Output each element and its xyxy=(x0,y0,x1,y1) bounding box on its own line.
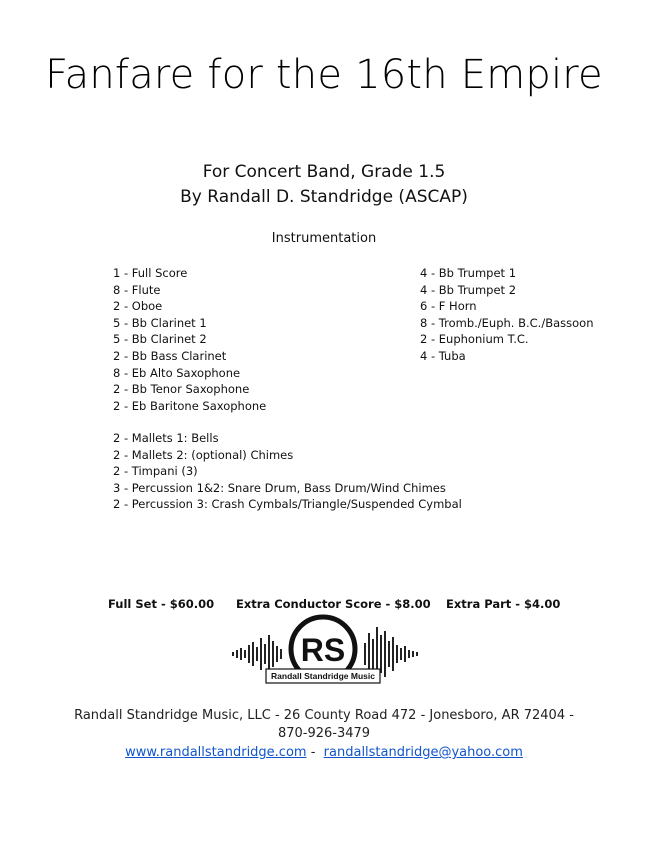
logo-banner-text: Randall Standridge Music xyxy=(271,671,375,681)
footer-phone: 870-926-3479 xyxy=(277,726,371,741)
list-item: 2 - Oboe xyxy=(113,299,163,314)
page-title: Fanfare for the 16th Empire xyxy=(45,52,603,98)
list-item: 2 - Mallets 2: (optional) Chimes xyxy=(113,447,294,462)
instrumentation-heading: Instrumentation xyxy=(271,231,377,246)
list-item: 2 - Mallets 1: Bells xyxy=(113,431,219,445)
footer-links xyxy=(0,745,648,760)
list-item: 5 - Bb Clarinet 1 xyxy=(113,315,207,330)
percussion-list xyxy=(113,430,462,513)
list-item: 5 - Bb Clarinet 2 xyxy=(113,332,207,347)
price-extra-part: Extra Part - $4.00 xyxy=(446,597,561,611)
subtitle-composer: By Randall D. Standridge (ASCAP) xyxy=(180,187,468,207)
footer-address: Randall Standridge Music, LLC - 26 County Road 472 - Jonesboro, AR 72404 - xyxy=(74,708,574,723)
list-item: 2 - Timpani (3) xyxy=(113,464,198,479)
email-link[interactable]: randallstandridge@yahoo.com xyxy=(323,745,523,760)
list-item: 2 - Bb Tenor Saxophone xyxy=(113,382,250,397)
list-item: 8 - Eb Alto Saxophone xyxy=(113,365,241,380)
list-item: 4 - Bb Trumpet 1 xyxy=(420,266,517,280)
publisher-logo xyxy=(228,613,440,693)
list-item: 2 - Percussion 3: Crash Cymbals/Triangle/Suspended Cymbal xyxy=(113,497,462,512)
price-full-set: Full Set - $60.00 xyxy=(108,597,215,611)
waveform-left xyxy=(232,635,282,673)
subtitle-grade: For Concert Band, Grade 1.5 xyxy=(202,162,446,182)
price-conductor-score: Extra Conductor Score - $8.00 xyxy=(236,597,431,611)
list-item: 2 - Euphonium T.C. xyxy=(420,332,529,347)
instrument-list-right xyxy=(420,265,594,365)
list-item: 6 - F Horn xyxy=(420,299,477,314)
list-item: 3 - Percussion 1&2: Snare Drum, Bass Drum/Wind Chimes xyxy=(113,480,446,495)
list-item: 4 - Bb Trumpet 2 xyxy=(420,282,517,297)
list-item: 8 - Tromb./Euph. B.C./Bassoon xyxy=(420,315,594,330)
list-item: 8 - Flute xyxy=(113,282,161,297)
list-item: 2 - Eb Baritone Saxophone xyxy=(113,398,267,413)
link-separator: - xyxy=(306,745,324,760)
list-item: 1 - Full Score xyxy=(113,266,188,280)
instrument-list-left xyxy=(113,265,266,414)
list-item: 4 - Tuba xyxy=(420,348,466,363)
list-item: 2 - Bb Bass Clarinet xyxy=(113,348,227,363)
website-link[interactable]: www.randallstandridge.com xyxy=(125,745,307,760)
logo-initials: RS xyxy=(300,632,346,668)
